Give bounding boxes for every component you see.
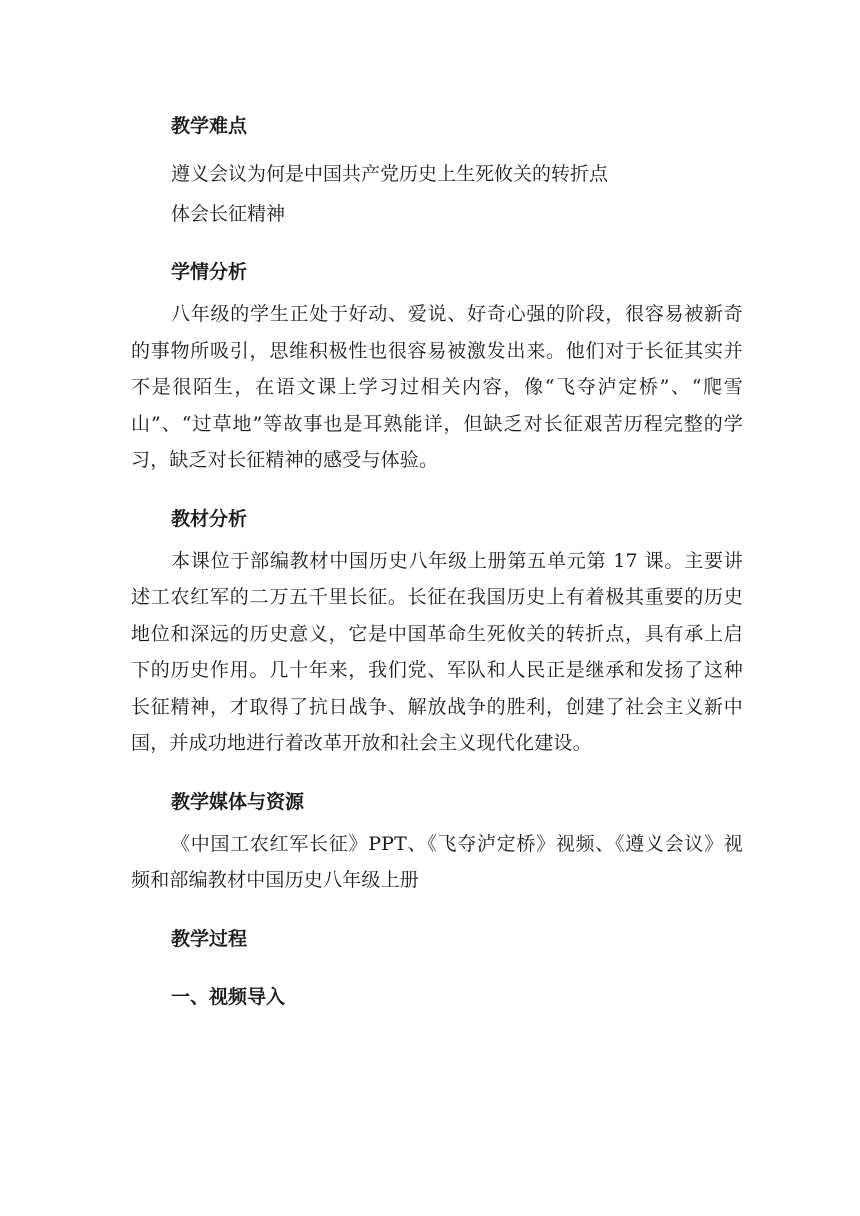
media-resources-paragraph: 《中国工农红军长征》PPT、《飞夺泸定桥》视频、《遵义会议》视频和部编教材中国历史八年级上册 — [131, 832, 743, 891]
document-body — [131, 108, 743, 1015]
heading-teaching-process: 教学过程 — [171, 927, 248, 950]
heading-teaching-difficulty: 教学难点 — [171, 115, 248, 137]
difficulty-line-2: 体会长征精神 — [171, 203, 286, 225]
heading-video-intro: 一、视频导入 — [171, 985, 286, 1008]
difficulty-line-1: 遵义会议为何是中国共产党历史上生死攸关的转折点 — [171, 163, 609, 185]
heading-learner-analysis: 学情分析 — [171, 261, 248, 283]
material-analysis-paragraph: 本课位于部编教材中国历史八年级上册第五单元第 17 课。主要讲述工农红军的二万五千里长征。长征在我国历史上有着极其重要的历史地位和深远的历史意义，它是中国革命生死攸关的转折点，具有承上启下的历史作用。几十年来，我们党、军队和人民正是继承和发扬了这种长征精神，才取得了抗日战争、解放战争的胜利，创建了社会主义新中国，并成功地进行着改革开放和社会主义现代化建设。 — [131, 549, 743, 754]
heading-media-resources: 教学媒体与资源 — [171, 790, 305, 813]
heading-material-analysis: 教材分析 — [171, 507, 248, 530]
learner-analysis-paragraph: 八年级的学生正处于好动、爱说、好奇心强的阶段，很容易被新奇的事物所吸引，思维积极性也很容易被激发出来。他们对于长征其实并不是很陌生，在语文课上学习过相关内容，像“飞夺泸定桥”、“爬雪山”、“过草地”等故事也是耳熟能详，但缺乏对长征艰苦历程完整的学习，缺乏对长征精神的感受与体验。 — [131, 303, 743, 471]
